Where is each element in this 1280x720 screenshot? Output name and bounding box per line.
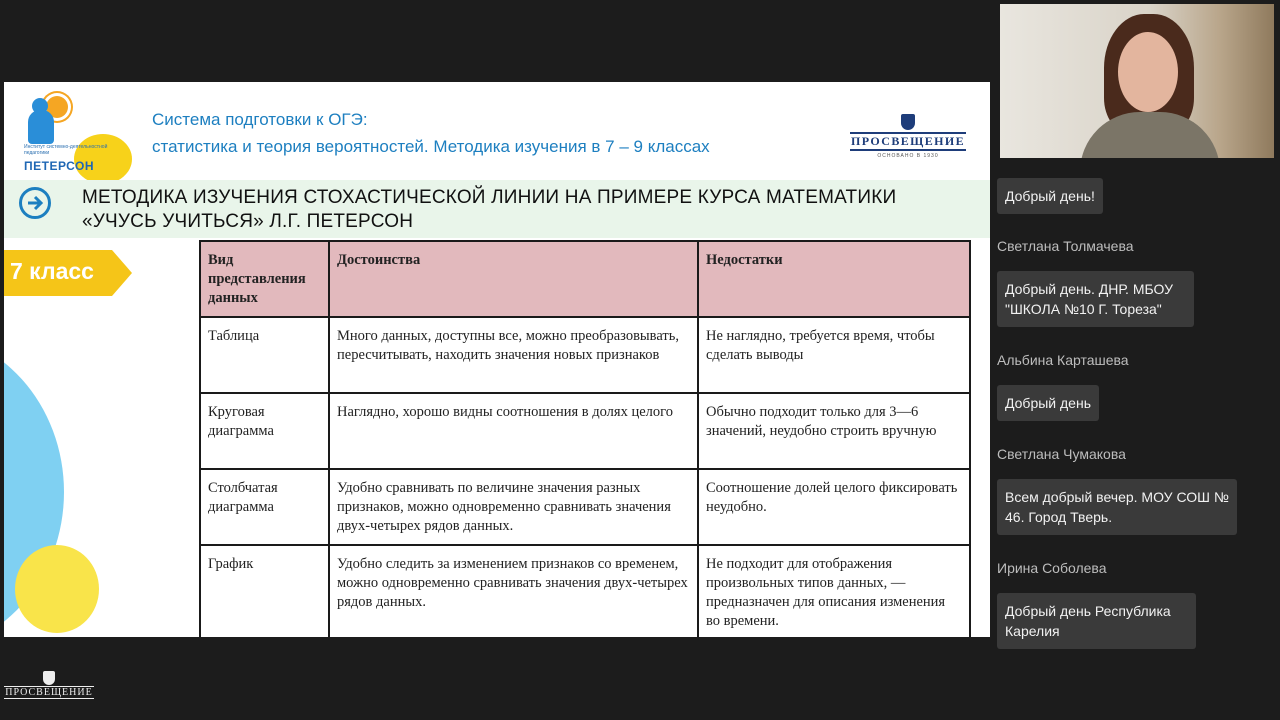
table-row xyxy=(200,545,970,637)
publisher-name: ПРОСВЕЩЕНИЕ xyxy=(850,134,965,148)
table-cell: Таблица xyxy=(200,317,329,393)
table-cell: Столбчатая диаграмма xyxy=(200,469,329,545)
chat-author: Светлана Чумакова xyxy=(997,446,1126,462)
prosveshchenie-mark-icon xyxy=(901,114,915,130)
table-header-cell: Недостатки xyxy=(698,241,970,317)
chat-author: Светлана Толмачева xyxy=(997,238,1134,254)
bottom-brand-logo xyxy=(4,671,94,699)
table-row xyxy=(200,317,970,393)
chat-author: Ирина Соболева xyxy=(997,560,1107,576)
publisher-sub: ОСНОВАНО В 1930 xyxy=(877,153,939,159)
chat-message: Добрый день Республика Карелия xyxy=(997,593,1196,649)
chat-message: Всем добрый вечер. МОУ СОШ № 46. Город Тверь. xyxy=(997,479,1237,535)
peterson-logo xyxy=(20,92,130,176)
data-representation-table xyxy=(199,240,971,637)
grade-tag xyxy=(4,250,132,296)
table-cell: Обычно подходит только для 3—6 значений, неудобно строить вручную xyxy=(698,393,970,469)
chat-message: Добрый день xyxy=(997,385,1099,421)
prosveshchenie-logo xyxy=(846,114,970,162)
table-header-cell: Достоинства xyxy=(329,241,698,317)
decorative-yellow-circle xyxy=(15,545,99,633)
section-title xyxy=(82,186,896,234)
table-cell: Много данных, доступны все, можно преобразовывать, пересчитывать, находить значения новых признаков xyxy=(329,317,698,393)
slide-header xyxy=(152,106,710,160)
table-cell: Удобно сравнивать по величине значения разных признаков, можно одновременно сравнивать значения двух-четырех рядов данных. xyxy=(329,469,698,545)
table-row xyxy=(200,469,970,545)
prosveshchenie-mark-icon xyxy=(43,671,55,685)
section-title-line1: МЕТОДИКА ИЗУЧЕНИЯ СТОХАСТИЧЕСКОЙ ЛИНИИ НА ПРИМЕРЕ КУРСА МАТЕМАТИКИ xyxy=(82,187,897,208)
section-title-line2: «УЧУСЬ УЧИТЬСЯ» Л.Г. ПЕТЕРСОН xyxy=(82,211,414,232)
table-cell: График xyxy=(200,545,329,637)
section-heading-bar xyxy=(4,180,990,238)
presentation-slide xyxy=(4,82,990,637)
bottom-brand-name: ПРОСВЕЩЕНИЕ xyxy=(5,687,93,698)
table-cell: Не наглядно, требуется время, чтобы сделать выводы xyxy=(698,317,970,393)
table-row xyxy=(200,393,970,469)
table-cell: Соотношение долей целого фиксировать неудобно. xyxy=(698,469,970,545)
chat-panel xyxy=(997,0,1280,720)
table-header-row xyxy=(200,241,970,317)
logo-caption: Институт системно-деятельностной педагогики xyxy=(24,144,108,156)
table-cell: Не подходит для отображения произвольных типов данных, — предназначен для описания изменения во времени. xyxy=(698,545,970,637)
chat-message: Добрый день! xyxy=(997,178,1103,214)
chat-author: Альбина Карташева xyxy=(997,352,1129,368)
chat-message: Добрый день. ДНР. МБОУ "ШКОЛА №10 Г. Тореза" xyxy=(997,271,1194,327)
table-cell: Наглядно, хорошо видны соотношения в долях целого xyxy=(329,393,698,469)
logo-name: ПЕТЕРСОН xyxy=(24,159,95,173)
arrow-right-circle-icon xyxy=(19,187,51,219)
table-cell: Удобно следить за изменением признаков со временем, можно одновременно сравнивать значения двух-четырех рядов данных. xyxy=(329,545,698,637)
grade-label: 7 класс xyxy=(10,258,94,284)
table-header-cell: Вид представления данных xyxy=(200,241,329,317)
slide-title-line1: Система подготовки к ОГЭ: xyxy=(152,110,368,129)
table-cell: Круговая диаграмма xyxy=(200,393,329,469)
slide-title-line2: статистика и теория вероятностей. Методика изучения в 7 – 9 классах xyxy=(152,137,710,156)
